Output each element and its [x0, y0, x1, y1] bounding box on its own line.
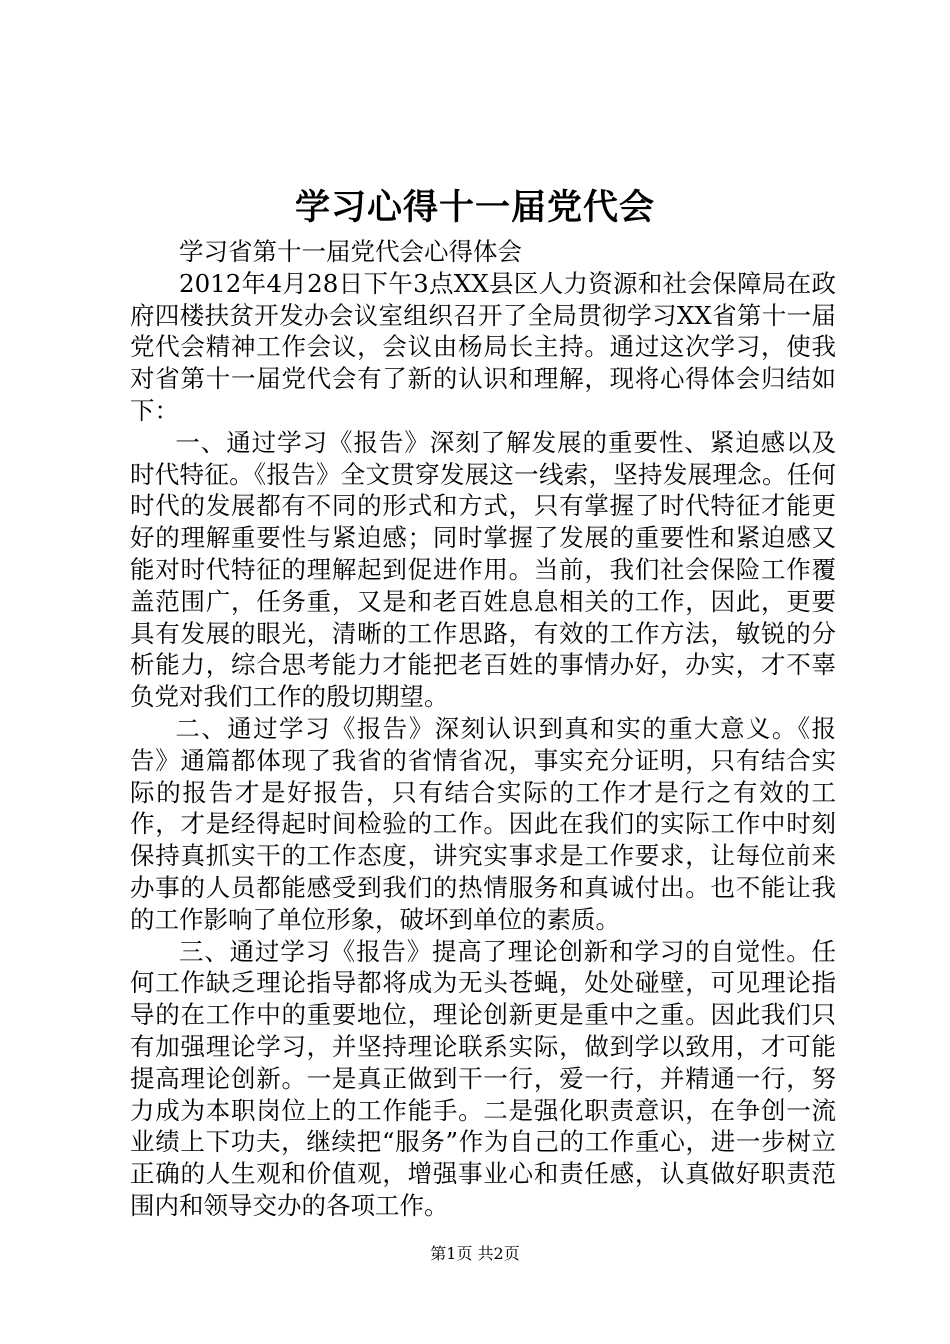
subtitle-paragraph: 学习省第十一届党代会心得体会	[179, 237, 522, 266]
section-one-paragraph: 一、通过学习《报告》深刻了解发展的重要性、紧迫感以及时代特征。《报告》全文贯穿发展这一线索，坚持发展理念。任何时代的发展都有不同的形式和方式，只有掌握了时代特征才能更好的理解重要性与紧迫感；同时掌握了发展的重要性和紧迫感又能对时代特征的理解起到促进作用。当前，我们社会保险工作覆盖范围广，任务重，又是和老百姓息息相关的工作，因此，更要具有发展的眼光，清晰的工作思路，有效的工作方法，敏锐的分析能力，综合思考能力才能把老百姓的事情办好，办实，才不辜负党对我们工作的殷切期望。	[130, 427, 836, 712]
page-footer: 第1页 共2页	[430, 1244, 520, 1263]
section-three-paragraph: 三、通过学习《报告》提高了理论创新和学习的自觉性。任何工作缺乏理论指导都将成为无头苍蝇，处处碰壁，可见理论指导的在工作中的重要地位，理论创新更是重中之重。因此我们只有加强理论学习，并坚持理论联系实际，做到学以致用，才可能提高理论创新。一是真正做到干一行，爱一行，并精通一行，努力成为本职岗位上的工作能手。二是强化职责意识，在争创一流业绩上下功夫，继续把“服务”作为自己的工作重心，进一步树立正确的人生观和价值观，增强事业心和责任感，认真做好职责范围内和领导交办的各项工作。	[130, 936, 836, 1220]
section-two-paragraph: 二、通过学习《报告》深刻认识到真和实的重大意义。《报告》通篇都体现了我省的省情省况，事实充分证明，只有结合实际的报告才是好报告，只有结合实际的工作才是行之有效的工作，才是经得起时间检验的工作。因此在我们的实际工作中时刻保持真抓实干的工作态度，讲究实事求是工作要求，让每位前来办事的人员都能感受到我们的热情服务和真诚付出。也不能让我的工作影响了单位形象，破坏到单位的素质。	[130, 713, 836, 934]
document-title: 学习心得十一届党代会	[294, 187, 655, 228]
intro-paragraph: 2012年4月28日下午3点XX县区人力资源和社会保障局在政府四楼扶贫开发办会议室组织召开了全局贯彻学习XX省第十一届党代会精神工作会议，会议由杨局长主持。通过这次学习，使我对省第十一届党代会有了新的认识和理解，现将心得体会归结如下：	[130, 268, 836, 425]
document-body	[130, 236, 836, 1222]
